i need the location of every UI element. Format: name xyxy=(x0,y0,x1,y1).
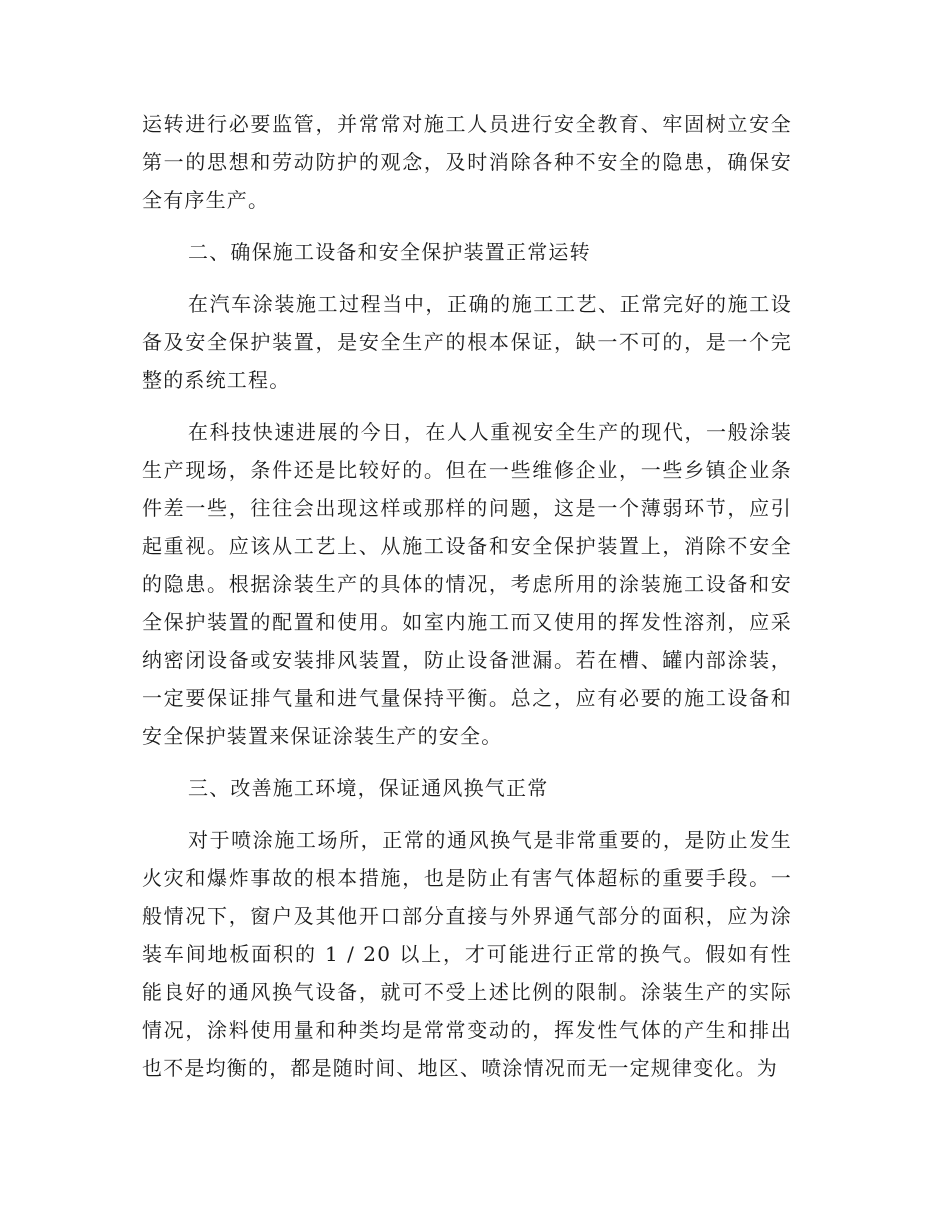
paragraph-ventilation: 对于喷涂施工场所，正常的通风换气是非常重要的，是防止发生火灾和爆炸事故的根本措施，也是防止有害气体超标的重要手段。一般情况下，窗户及其他开口部分直接与外界通气部分的面积，应为涂装车间地板面积的 1 / 20 以上，才可能进行正常的换气。假如有性能良好的通风换气设备，就可不受上述比例的限制。涂装生产的实际情况，涂料使用量和种类均是常常变动的，挥发性气体的产生和排出也不是均衡的，都是随时间、地区、喷涂情况而无一定规律变化。为 xyxy=(142,828,792,1080)
paragraph-continued: 运转进行必要监管，并常常对施工人员进行安全教育、牢固树立安全第一的思想和劳动防护的观念，及时消除各种不安全的隐患，确保安全有序生产。 xyxy=(142,112,792,212)
section-heading-3: 三、改善施工环境，保证通风换气正常 xyxy=(188,776,549,800)
paragraph-equipment-details: 在科技快速进展的今日，在人人重视安全生产的现代，一般涂装生产现场，条件还是比较好的。但在一些维修企业，一些乡镇企业条件差一些，往往会出现这样或那样的问题，这是一个薄弱环节，应引起重视。应该从工艺上、从施工设备和安全保护装置上，消除不安全的隐患。根据涂装生产的具体的情况，考虑所用的涂装施工设备和安全保护装置的配置和使用。如室内施工而又使用的挥发性溶剂，应采纳密闭设备或安装排风装置，防止设备泄漏。若在槽、罐内部涂装，一定要保证排气量和进气量保持平衡。总之，应有必要的施工设备和安全保护装置来保证涂装生产的安全。 xyxy=(142,420,792,748)
document-page xyxy=(142,105,792,1087)
paragraph-equipment-guarantee: 在汽车涂装施工过程当中，正确的施工工艺、正常完好的施工设备及安全保护装置，是安全生产的根本保证，缺一不可的，是一个完整的系统工程。 xyxy=(142,292,792,392)
section-heading-2: 二、确保施工设备和安全保护装置正常运转 xyxy=(188,240,591,264)
